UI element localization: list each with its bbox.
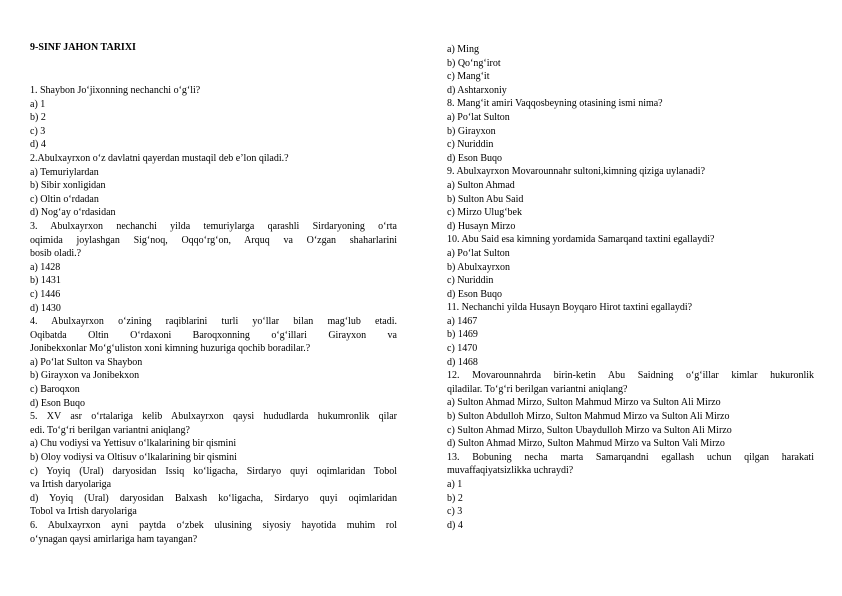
left-text-lines <box>30 84 397 546</box>
text-line: o‘ynagan qaysi amirlariga ham tayangan? <box>30 533 198 545</box>
text-line: c) Oltin o‘rdadan <box>30 193 99 205</box>
text-line: qiladilar. To‘g‘ri berilgan variantni aniqlang? <box>447 383 628 395</box>
text-line: c) 3 <box>447 506 463 518</box>
text-line: d) 1430 <box>30 302 61 314</box>
text-line: d) Husayn Mirzo <box>447 220 516 232</box>
text-line: d) Eson Buqo <box>447 152 502 164</box>
text-line: a) Chu vodiysi va Yettisuv o‘lkalarining bir qismini <box>30 438 237 450</box>
text-line: a) Po‘lat Sulton va Shaybon <box>30 356 143 368</box>
text-line: d) Yoyiq (Ural) daryosidan Balxash ko‘ligacha, Sirdaryo quyi oqimlaridan <box>30 492 397 504</box>
text-line: 8. Mang‘it amiri Vaqqosbeyning otasining ismi nima? <box>447 98 663 110</box>
text-line: c) Nuriddin <box>447 139 494 151</box>
text-line: bosib oladi.? <box>30 248 82 260</box>
text-line: d) 4 <box>30 139 46 151</box>
text-line: a) 1 <box>30 98 46 110</box>
text-line: edi. To‘g‘ri berilgan variantni aniqlang? <box>30 424 190 436</box>
text-line: d) Sulton Ahmad Mirzo, Sulton Mahmud Mirzo va Sulton Vali Mirzo <box>447 438 725 450</box>
text-line: c) Yoyiq (Ural) daryosidan Issiq ko‘ligacha, Sirdaryo quyi oqimlaridan Tobol <box>30 465 397 477</box>
text-line: 12. Movarounnahrda birin-ketin Abu Saidning o‘g‘illar kimlar hukuronlik <box>447 370 814 382</box>
text-line: b) Girayxon <box>447 125 496 137</box>
text-line: b) 1431 <box>30 275 61 287</box>
text-line: 1. Shaybon Jo‘jixonning nechanchi o‘g‘li? <box>30 85 201 96</box>
text-line: b) Sulton Abdulloh Mirzo, Sulton Mahmud Mirzo va Sulton Ali Mirzo <box>447 411 730 423</box>
text-line: c) 1446 <box>30 288 61 300</box>
text-line: a) 1428 <box>30 261 61 273</box>
text-line: d) Ashtarxoniy <box>447 84 507 96</box>
text-line: 2.Abulxayrxon o‘z davlatni qayerdan mustaqil deb e’lon qiladi.? <box>30 152 289 164</box>
text-line: b) Abulxayrxon <box>447 261 511 273</box>
text-line: 9. Abulxayrxon Movarounnahr sultoni,kimning qiziga uylanadi? <box>447 166 706 178</box>
text-line: 6. Abulxayrxon ayni paytda o‘zbek ulusining siyosiy hayotida muhim rol <box>30 520 397 531</box>
text-line: d) Nog‘ay o‘rdasidan <box>30 207 116 219</box>
text-line: c) Baroqxon <box>30 384 80 396</box>
text-line: Oqibatda Oltin O‘rdaxoni Baroqxonning o‘g‘illari Girayxon va <box>30 329 397 341</box>
text-line: a) Sulton Ahmad <box>447 179 515 191</box>
text-line: b) Girayxon va Jonibekxon <box>30 370 140 382</box>
text-line: b) Sibir xonligidan <box>30 180 106 192</box>
text-line: va Irtish daryolariga <box>30 479 112 491</box>
text-line: d) 1468 <box>447 356 478 368</box>
text-line: c) Sulton Ahmad Mirzo, Sulton Ubaydulloh Mirzo va Sulton Ali Mirzo <box>447 424 732 436</box>
text-line: a) Po‘lat Sulton <box>447 247 510 259</box>
text-line: b) 2 <box>447 492 463 504</box>
text-line: a) Ming <box>447 44 479 55</box>
text-line: c) 1470 <box>447 343 478 355</box>
text-line: 5. XV asr o‘rtalariga kelib Abulxayrxon qaysi hududlarda hukumronlik qilar <box>30 411 397 423</box>
text-line: 10. Abu Said esa kimning yordamida Samarqand taxtini egallaydi? <box>447 234 715 246</box>
text-line: d) Eson Buqo <box>447 288 502 300</box>
text-line: c) Mirzo Ulug‘bek <box>447 207 522 219</box>
text-line: 13. Bobuning necha marta Samarqandni egallash uchun qilgan harakati <box>447 451 814 463</box>
text-line: a) Sulton Ahmad Mirzo, Sulton Mahmud Mirzo va Sulton Ali Mirzo <box>447 397 721 409</box>
text-line: b) Oloy vodiysi va Oltisuv o‘lkalarining bir qismini <box>30 452 237 464</box>
text-line: muvaffaqiyatsizlikka uchraydi? <box>447 465 574 477</box>
text-line: d) 4 <box>447 519 463 531</box>
text-line: Jonibekxonlar Mo‘g‘uliston xoni kimning huzuriga qochib boradilar.? <box>30 343 311 355</box>
text-line: d) Eson Buqo <box>30 397 85 409</box>
text-line: b) 1469 <box>447 329 478 341</box>
text-line: c) Nuriddin <box>447 275 494 287</box>
text-line: b) Qo‘ng‘irot <box>447 57 501 69</box>
text-line: 11. Nechanchi yilda Husayn Boyqaro Hirot taxtini egallaydi? <box>447 302 693 314</box>
text-line: Tobol va Irtish daryolariga <box>30 506 137 518</box>
text-line: a) Temuriylardan <box>30 166 99 178</box>
text-line: c) Mang‘it <box>447 71 490 83</box>
text-line: b) 2 <box>30 112 46 124</box>
text-line: a) 1467 <box>447 315 478 327</box>
text-line: oqimida joylashgan Sig‘noq, Oqqo‘rg‘on, Arquq va O‘zgan shaharlarini <box>30 234 397 246</box>
right-text-lines <box>447 43 814 532</box>
text-line: b) Sulton Abu Said <box>447 193 524 205</box>
text-line: c) 3 <box>30 125 46 137</box>
document-title: 9-SINF JAHON TARIXI <box>30 42 136 53</box>
text-line: a) 1 <box>447 479 463 490</box>
text-line: 3. Abulxayrxon nechanchi yilda temuriylarga qarashli Sirdaryoning o‘rta <box>30 220 397 232</box>
text-line: 4. Abulxayrxon o‘zining raqiblarini turli yo‘llar bilan mag‘lub etadi. <box>30 316 397 328</box>
text-line: a) Po‘lat Sulton <box>447 111 510 123</box>
